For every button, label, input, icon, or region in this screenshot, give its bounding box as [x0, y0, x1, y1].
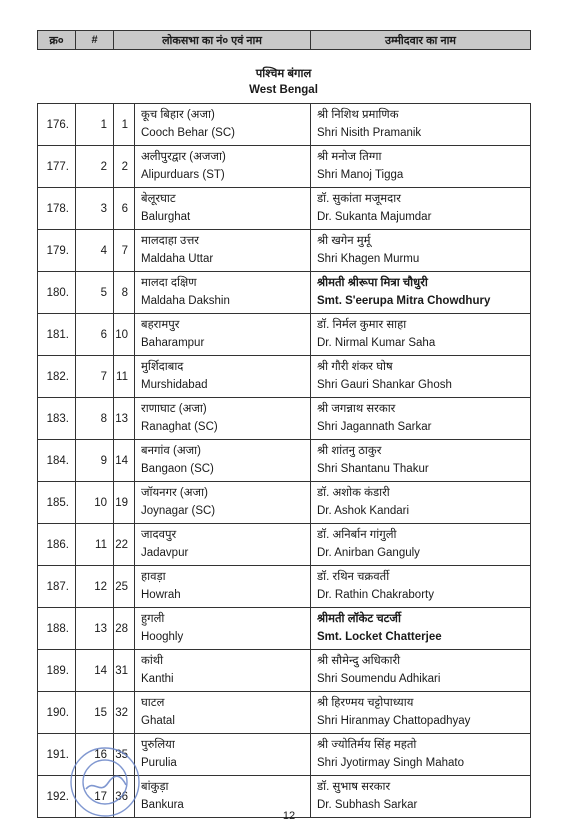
- state-index: 7: [76, 356, 114, 398]
- candidate-name: [311, 524, 531, 566]
- constituency-number: 6: [114, 188, 135, 230]
- candidate-name-english: Dr. Rathin Chakraborty: [317, 589, 434, 601]
- constituency-name: [135, 146, 311, 188]
- candidate-name: [311, 398, 531, 440]
- constituency-name-english: Joynagar (SC): [141, 505, 216, 517]
- candidate-name-hindi: डॉ. सुकांता मजूमदार: [317, 193, 401, 205]
- constituency-name: [135, 734, 311, 776]
- table-row: [38, 650, 531, 692]
- constituency-name-english: Bangaon (SC): [141, 463, 214, 475]
- state-index: 8: [76, 398, 114, 440]
- constituency-name: [135, 356, 311, 398]
- constituency-name: [135, 230, 311, 272]
- constituency-number: 36: [114, 776, 135, 818]
- candidate-name-hindi: श्री मनोज तिग्गा: [317, 151, 382, 163]
- constituency-name-hindi: हावड़ा: [141, 571, 166, 583]
- candidate-name-english: Shri Khagen Murmu: [317, 253, 420, 265]
- constituency-number: 35: [114, 734, 135, 776]
- constituency-name-english: Bankura: [141, 799, 184, 811]
- table-row: [38, 524, 531, 566]
- constituency-number: 7: [114, 230, 135, 272]
- candidate-name-hindi: श्री सौमेन्दु अधिकारी: [317, 655, 401, 667]
- candidate-name: [311, 356, 531, 398]
- constituency-name-english: Balurghat: [141, 211, 191, 223]
- candidate-name: [311, 482, 531, 524]
- constituency-name-hindi: जॉयनगर (अजा): [141, 487, 208, 499]
- constituency-name-english: Hooghly: [141, 631, 184, 643]
- region-title-english: West Bengal: [249, 84, 318, 96]
- candidate-name-english: Shri Manoj Tigga: [317, 169, 404, 181]
- serial-number: 178.: [38, 188, 76, 230]
- constituency-name-hindi: अलीपुरद्वार (अजजा): [141, 151, 226, 163]
- constituency-number: 14: [114, 440, 135, 482]
- table-row: [38, 188, 531, 230]
- table-row: [38, 230, 531, 272]
- state-index: 14: [76, 650, 114, 692]
- table-row: [38, 482, 531, 524]
- constituency-name-hindi: बनगांव (अजा): [141, 445, 201, 457]
- candidate-name-hindi: श्रीमती श्रीरूपा मित्रा चौधुरी: [317, 277, 428, 289]
- constituency-number: 8: [114, 272, 135, 314]
- candidate-name-hindi: श्री हिरण्मय चट्टोपाध्याय: [317, 697, 414, 709]
- candidate-name-hindi: श्री शांतनु ठाकुर: [317, 445, 382, 457]
- constituency-number: 1: [114, 104, 135, 146]
- candidate-name-english: Dr. Ashok Kandari: [317, 505, 410, 517]
- constituency-name-english: Baharampur: [141, 337, 205, 349]
- serial-number: 181.: [38, 314, 76, 356]
- candidate-name: [311, 146, 531, 188]
- candidate-name-english: Smt. Locket Chatterjee: [317, 631, 442, 643]
- candidate-name-hindi: डॉ. सुभाष सरकार: [317, 781, 391, 793]
- candidate-name-english: Shri Gauri Shankar Ghosh: [317, 379, 452, 391]
- state-index: 4: [76, 230, 114, 272]
- constituency-number: 11: [114, 356, 135, 398]
- serial-number: 188.: [38, 608, 76, 650]
- serial-number: 186.: [38, 524, 76, 566]
- constituency-name-hindi: बांकुड़ा: [141, 781, 169, 793]
- serial-number: 180.: [38, 272, 76, 314]
- table-header: [37, 30, 531, 50]
- region-title-hindi: पश्चिम बंगाल: [255, 68, 312, 80]
- constituency-name-english: Kanthi: [141, 673, 174, 685]
- candidate-name-hindi: श्री जगन्नाथ सरकार: [317, 403, 396, 415]
- candidate-name-english: Shri Hiranmay Chattopadhyay: [317, 715, 471, 727]
- candidate-name-english: Shri Soumendu Adhikari: [317, 673, 441, 685]
- header-serial: क्र०: [38, 31, 76, 50]
- header-constituency: लोकसभा का नं० एवं नाम: [114, 31, 311, 50]
- candidate-name: [311, 314, 531, 356]
- candidate-name-english: Dr. Nirmal Kumar Saha: [317, 337, 436, 349]
- state-index: 13: [76, 608, 114, 650]
- serial-number: 179.: [38, 230, 76, 272]
- state-index: 5: [76, 272, 114, 314]
- page-number: 12: [282, 810, 296, 822]
- state-index: 11: [76, 524, 114, 566]
- state-index: 3: [76, 188, 114, 230]
- serial-number: 187.: [38, 566, 76, 608]
- constituency-number: 25: [114, 566, 135, 608]
- constituency-name-english: Alipurduars (ST): [141, 169, 225, 181]
- constituency-name-english: Maldaha Uttar: [141, 253, 214, 265]
- state-index: 2: [76, 146, 114, 188]
- state-index: 1: [76, 104, 114, 146]
- constituency-name-hindi: जादवपुर: [141, 529, 177, 541]
- constituency-number: 2: [114, 146, 135, 188]
- state-index: 6: [76, 314, 114, 356]
- candidate-table: [37, 103, 531, 818]
- serial-number: 183.: [38, 398, 76, 440]
- constituency-name-hindi: कूच बिहार (अजा): [141, 109, 215, 121]
- constituency-name-english: Ranaghat (SC): [141, 421, 218, 433]
- constituency-number: 13: [114, 398, 135, 440]
- constituency-name: [135, 608, 311, 650]
- candidate-name: [311, 104, 531, 146]
- serial-number: 184.: [38, 440, 76, 482]
- constituency-number: 19: [114, 482, 135, 524]
- constituency-name-hindi: हुगली: [141, 613, 165, 625]
- state-index: 16: [76, 734, 114, 776]
- candidate-name-hindi: डॉ. रथिन चक्रवर्ती: [317, 571, 390, 583]
- constituency-number: 28: [114, 608, 135, 650]
- table-row: [38, 104, 531, 146]
- serial-number: 192.: [38, 776, 76, 818]
- candidate-name: [311, 734, 531, 776]
- table-row: [38, 314, 531, 356]
- constituency-name-english: Purulia: [141, 757, 177, 769]
- constituency-name: [135, 314, 311, 356]
- serial-number: 176.: [38, 104, 76, 146]
- constituency-name-hindi: बहरामपुर: [141, 319, 180, 331]
- candidate-name-hindi: डॉ. अशोक कंडारी: [317, 487, 390, 499]
- serial-number: 189.: [38, 650, 76, 692]
- candidate-name: [311, 608, 531, 650]
- constituency-name-english: Murshidabad: [141, 379, 208, 391]
- candidate-name: [311, 230, 531, 272]
- constituency-name-hindi: मालदा दक्षिण: [141, 277, 197, 289]
- candidate-name-english: Shri Jagannath Sarkar: [317, 421, 432, 433]
- candidate-name-hindi: श्रीमती लॉकेट चटर्जी: [317, 613, 401, 625]
- candidate-name-hindi: श्री ज्योतिर्मय सिंह महतो: [317, 739, 417, 751]
- constituency-name-hindi: मुर्शिदाबाद: [141, 361, 184, 373]
- candidate-name: [311, 440, 531, 482]
- candidate-name-english: Shri Shantanu Thakur: [317, 463, 429, 475]
- state-index: 17: [76, 776, 114, 818]
- constituency-name: [135, 566, 311, 608]
- state-index: 15: [76, 692, 114, 734]
- seal-stamp: [68, 745, 142, 819]
- candidate-name-english: Shri Jyotirmay Singh Mahato: [317, 757, 465, 769]
- header-candidate: उम्मीदवार का नाम: [311, 31, 531, 50]
- candidate-name-english: Dr. Sukanta Majumdar: [317, 211, 432, 223]
- constituency-name: [135, 692, 311, 734]
- constituency-name: [135, 440, 311, 482]
- constituency-name-hindi: राणाघाट (अजा): [141, 403, 207, 415]
- constituency-number: 32: [114, 692, 135, 734]
- table-row: [38, 146, 531, 188]
- serial-number: 190.: [38, 692, 76, 734]
- candidate-name: [311, 272, 531, 314]
- table-row: [38, 356, 531, 398]
- constituency-number: 10: [114, 314, 135, 356]
- candidate-name-hindi: श्री निशिथ प्रमाणिक: [317, 109, 399, 121]
- candidate-name-english: Dr. Anirban Ganguly: [317, 547, 420, 559]
- constituency-name-english: Cooch Behar (SC): [141, 127, 235, 139]
- candidate-name: [311, 650, 531, 692]
- table-row: [38, 272, 531, 314]
- constituency-name-hindi: पुरुलिया: [141, 739, 175, 751]
- candidate-name-english: Shri Nisith Pramanik: [317, 127, 422, 139]
- header-number: #: [76, 31, 114, 50]
- constituency-name-english: Maldaha Dakshin: [141, 295, 230, 307]
- table-row: [38, 692, 531, 734]
- constituency-name-english: Ghatal: [141, 715, 175, 727]
- constituency-name-hindi: मालदाहा उत्तर: [141, 235, 199, 247]
- constituency-name: [135, 650, 311, 692]
- state-index: 10: [76, 482, 114, 524]
- constituency-name: [135, 482, 311, 524]
- candidate-name: [311, 692, 531, 734]
- table-row: [38, 398, 531, 440]
- constituency-name: [135, 272, 311, 314]
- constituency-name: [135, 524, 311, 566]
- constituency-name: [135, 398, 311, 440]
- serial-number: 182.: [38, 356, 76, 398]
- candidate-name-hindi: डॉ. अनिर्बान गांगुली: [317, 529, 397, 541]
- table-row: [38, 440, 531, 482]
- candidate-name: [311, 188, 531, 230]
- candidate-name-hindi: श्री गौरी शंकर घोष: [317, 361, 393, 373]
- serial-number: 191.: [38, 734, 76, 776]
- constituency-name: [135, 188, 311, 230]
- candidate-name-hindi: श्री खगेन मुर्मू: [317, 235, 371, 247]
- serial-number: 185.: [38, 482, 76, 524]
- constituency-name: [135, 104, 311, 146]
- candidate-name-english: Smt. S'eerupa Mitra Chowdhury: [317, 295, 491, 307]
- table-row: [38, 608, 531, 650]
- candidate-name: [311, 566, 531, 608]
- candidate-name-english: Dr. Subhash Sarkar: [317, 799, 418, 811]
- candidate-name-hindi: डॉ. निर्मल कुमार साहा: [317, 319, 407, 331]
- constituency-name-hindi: कांथी: [141, 655, 164, 667]
- constituency-name-english: Howrah: [141, 589, 181, 601]
- state-index: 9: [76, 440, 114, 482]
- serial-number: 177.: [38, 146, 76, 188]
- constituency-name-english: Jadavpur: [141, 547, 189, 559]
- constituency-number: 31: [114, 650, 135, 692]
- constituency-number: 22: [114, 524, 135, 566]
- constituency-name-hindi: बेलूरघाट: [141, 193, 176, 205]
- table-row: [38, 566, 531, 608]
- constituency-name-hindi: घाटल: [141, 697, 165, 709]
- state-index: 12: [76, 566, 114, 608]
